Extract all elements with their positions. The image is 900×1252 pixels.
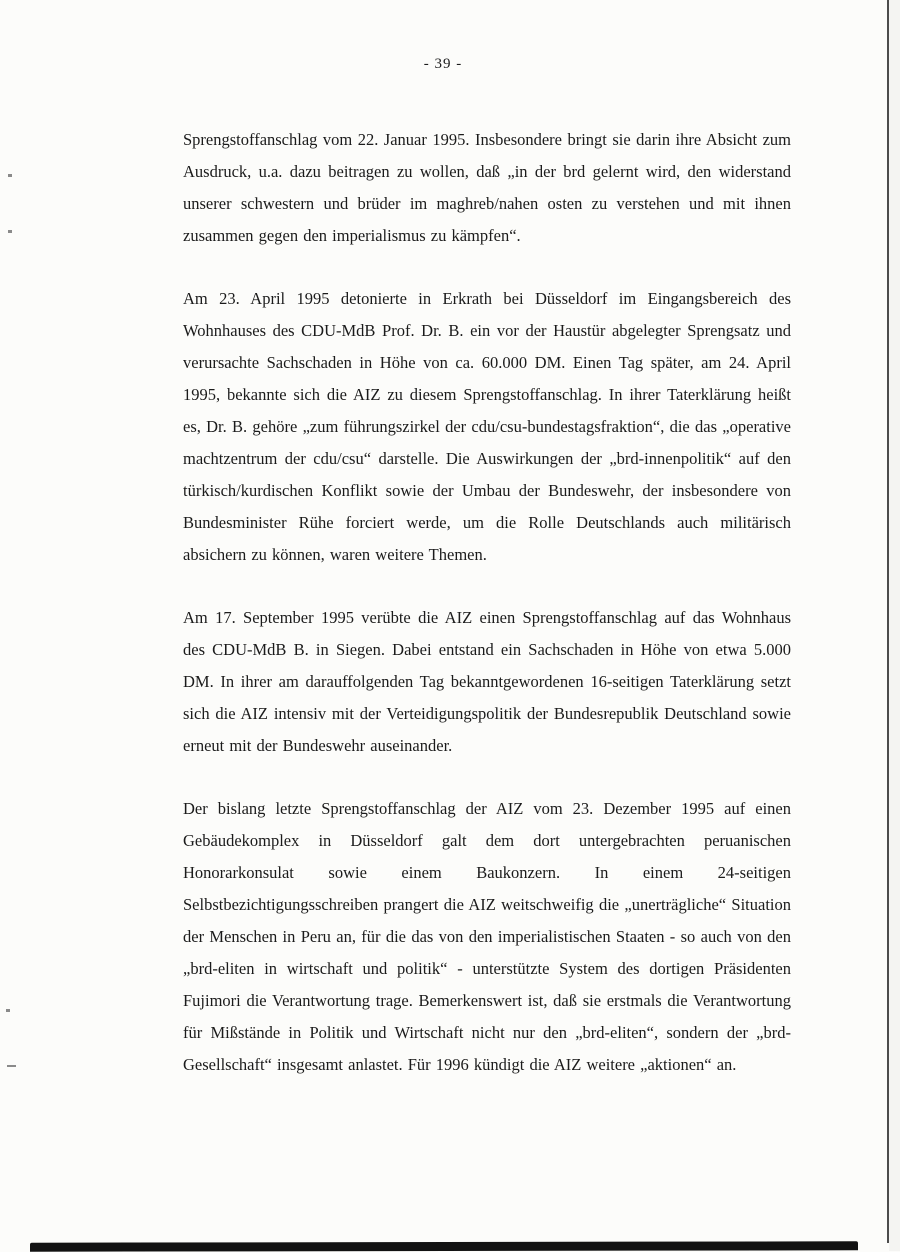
scan-mark-artifact xyxy=(7,1065,16,1067)
scan-mark-artifact xyxy=(8,230,12,233)
paragraph-anschlag-dezember: Der bislang letzte Sprengstoffanschlag der AIZ vom 23. Dezember 1995 auf einen Gebäudekomplex in Düsseldorf galt dem dort untergebrachten peruanischen Honorarkonsulat sowie einem Baukonzern. In einem 24-seitigen Selbstbezichtigungsschreiben prangert die AIZ weitschweifig die „unerträgliche“ Situation der Menschen in Peru an, für die das von den imperialistischen Staaten - so auch von den „brd-eliten in wirtschaft und politik“ - unterstützte System des dortigen Präsidenten Fujimori die Verantwortung trage. Bemerkenswert ist, daß sie erstmals die Verantwortung für Mißstände in Politik und Wirtschaft nicht nur den „brd-eliten“, sondern der „brd-Gesellschaft“ insgesamt anlastet. Für 1996 kündigt die AIZ weitere „aktionen“ an. xyxy=(183,799,791,1074)
scan-mark-artifact xyxy=(8,174,12,177)
scan-bottom-bar xyxy=(30,1241,858,1251)
page-content xyxy=(183,124,791,1112)
paragraph-anschlag-januar: Sprengstoffanschlag vom 22. Januar 1995. Insbesondere bringt sie darin ihre Absicht zum Ausdruck, u.a. dazu beitragen zu wollen, daß „in der brd gelernt wird, den widerstand unserer schwestern und brüder im maghreb/nahen osten zu verstehen und mit ihnen zusammen gegen den imperialismus zu kämpfen“. xyxy=(183,130,791,245)
scan-page-edge-shade xyxy=(889,0,900,1251)
page-number: - 39 - xyxy=(423,56,463,72)
scan-page-edge-line xyxy=(887,0,889,1243)
scan-mark-artifact xyxy=(6,1009,10,1012)
paragraph-anschlag-september: Am 17. September 1995 verübte die AIZ einen Sprengstoffanschlag auf das Wohnhaus des CDU-MdB B. in Siegen. Dabei entstand ein Sachschaden in Höhe von etwa 5.000 DM. In ihrer am darauffolgenden Tag bekanntgewordenen 16-seitigen Taterklärung setzt sich die AIZ intensiv mit der Verteidigungspolitik der Bundesrepublik Deutschland sowie erneut mit der Bundeswehr auseinander. xyxy=(183,608,791,755)
paragraph-anschlag-april: Am 23. April 1995 detonierte in Erkrath bei Düsseldorf im Eingangsbereich des Wohnhauses des CDU-MdB Prof. Dr. B. ein vor der Haustür abgelegter Sprengsatz und verursachte Sachschaden in Höhe von ca. 60.000 DM. Einen Tag später, am 24. April 1995, bekannte sich die AIZ zu diesem Sprengstoffanschlag. In ihrer Taterklärung heißt es, Dr. B. gehöre „zum führungszirkel der cdu/csu-bundestagsfraktion“, die das „operative machtzentrum der cdu/csu“ darstelle. Die Auswirkungen der „brd-innenpolitik“ auf den türkisch/kurdischen Konflikt sowie der Umbau der Bundeswehr, der insbesondere von Bundesminister Rühe forciert werde, um die Rolle Deutschlands auch militärisch absichern zu können, waren weitere Themen. xyxy=(183,289,791,564)
